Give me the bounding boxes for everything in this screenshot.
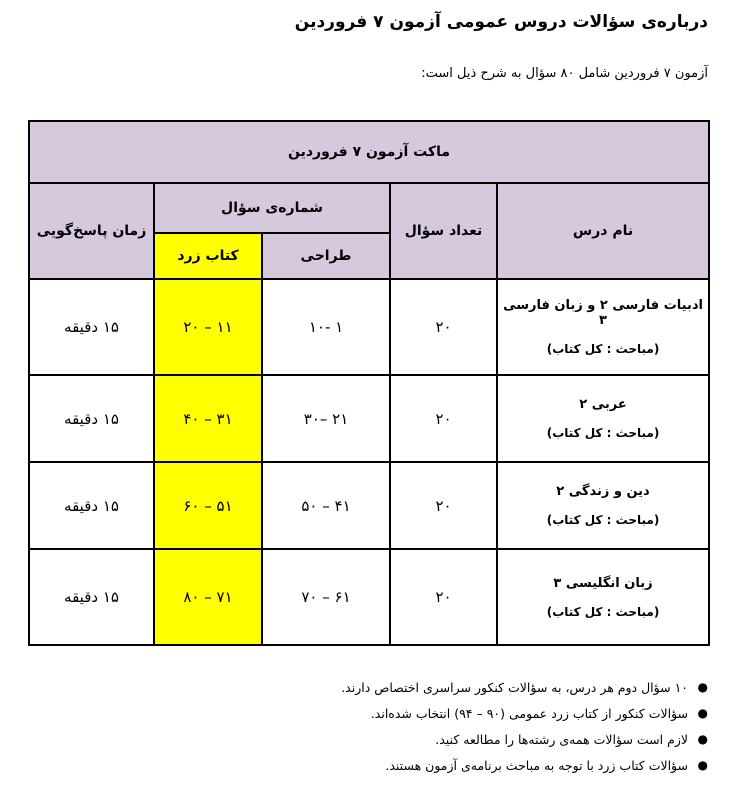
subject-scope: (مباحث : کل کتاب) [546,604,660,619]
subject-cell [497,549,709,645]
design-cell: ۴۱ – ۵۰ [262,462,390,549]
list-item [341,680,708,695]
table-row [29,375,709,462]
header-answer-time: زمان پاسخ‌گویی [29,183,154,279]
design-cell: ۶۱ – ۷۰ [262,549,390,645]
bullet-icon: ● [697,732,708,746]
subject-name: زبان انگلیسی ۳ [553,575,653,591]
design-cell: ۱ -۱۰ [262,279,390,375]
yellow-book-cell: ۱۱ – ۲۰ [154,279,262,375]
page-title: درباره‌ی سؤالات دروس عمومی آزمون ۷ فروردین [294,12,708,32]
header-design: طراحی [262,233,390,279]
note-text: سؤالات کنکور از کتاب زرد عمومی (۹۰ – ۹۴) انتخاب شده‌اند. [370,706,688,721]
list-item [341,706,708,721]
bullet-icon: ● [697,680,708,694]
note-text: سؤالات کتاب زرد با توجه به مباحث برنامه‌ی آزمون هستند. [385,758,688,773]
notes-list [341,680,710,784]
yellow-book-cell: ۷۱ – ۸۰ [154,549,262,645]
table-row [29,279,709,375]
bullet-icon: ● [697,758,708,772]
table-row [29,462,709,549]
time-cell: ۱۵ دقیقه [29,549,154,645]
time-cell: ۱۵ دقیقه [29,375,154,462]
subject-scope: (مباحث : کل کتاب) [546,513,660,527]
table-caption: ماکت آزمون ۷ فروردین [29,121,709,183]
header-question-number: شماره‌ی سؤال [154,183,390,233]
note-text: لازم است سؤالات همه‌ی رشته‌ها را مطالعه کنید. [435,732,688,747]
time-cell: ۱۵ دقیقه [29,462,154,549]
subject-name: ادبیات فارسی ۲ و زبان فارسی ۳ [503,298,703,328]
subject-name: دین و زندگی ۲ [556,484,650,499]
count-cell: ۲۰ [390,375,497,462]
list-item [341,758,708,773]
count-cell: ۲۰ [390,279,497,375]
subject-cell [497,279,709,375]
bullet-icon: ● [697,706,708,720]
header-yellow-book: کتاب زرد [154,233,262,279]
subject-scope: (مباحث : کل کتاب) [546,426,660,440]
subject-name: عربی ۲ [579,397,627,412]
list-item [341,732,708,747]
subject-scope: (مباحث : کل کتاب) [546,342,660,356]
count-cell: ۲۰ [390,462,497,549]
subject-cell [497,375,709,462]
note-text: ۱۰ سؤال دوم هر درس، به سؤالات کنکور سراسری اختصاص دارند. [341,680,688,695]
yellow-book-cell: ۵۱ – ۶۰ [154,462,262,549]
subject-cell [497,462,709,549]
exam-table [28,120,710,646]
intro-text: آزمون ۷ فروردین شامل ۸۰ سؤال به شرح ذیل است: [421,66,708,81]
yellow-book-cell: ۳۱ – ۴۰ [154,375,262,462]
header-subject: نام درس [497,183,709,279]
design-cell: ۲۱ –۳۰ [262,375,390,462]
table-row [29,549,709,645]
header-count: تعداد سؤال [390,183,497,279]
time-cell: ۱۵ دقیقه [29,279,154,375]
count-cell: ۲۰ [390,549,497,645]
